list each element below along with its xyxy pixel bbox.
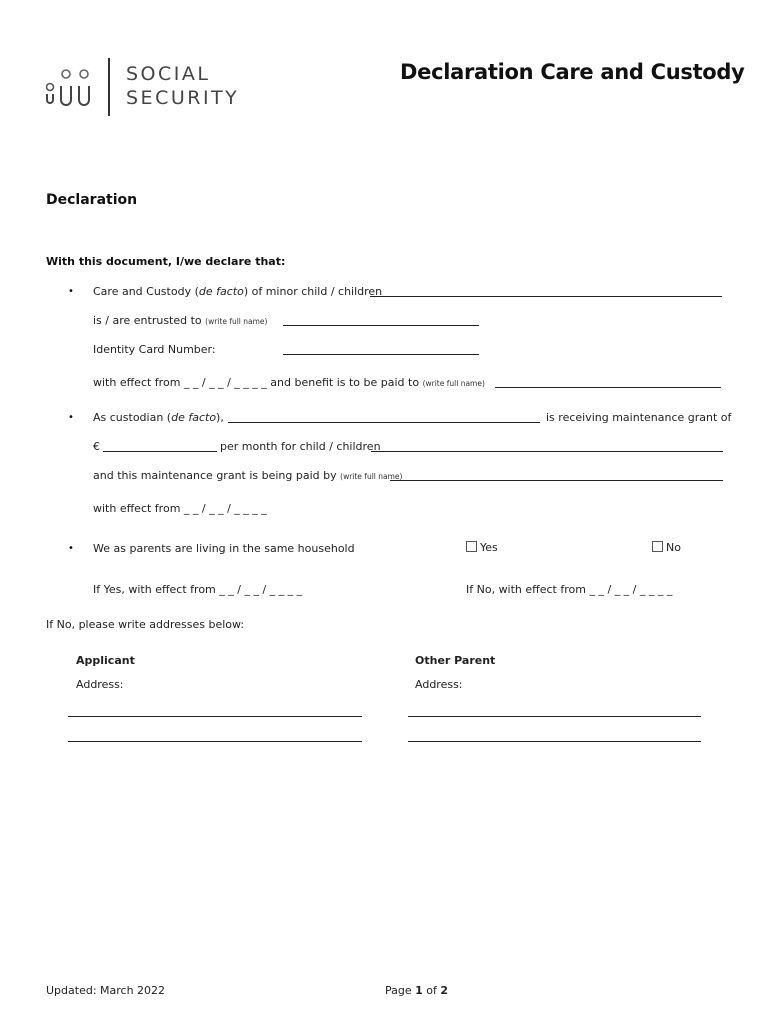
applicant-address-label: Address: [76, 678, 124, 691]
custodian-name-field[interactable] [228, 422, 540, 423]
yes-checkbox[interactable] [466, 541, 477, 552]
effect-from-label-2: with effect from _ _ / _ _ / _ _ _ _ [93, 502, 267, 515]
paid-by-label [93, 469, 402, 482]
other-parent-address-line-2[interactable] [408, 741, 701, 742]
section-heading: Declaration [46, 192, 138, 208]
page-number [385, 984, 448, 997]
care-custody-label [93, 285, 382, 298]
minor-child-field[interactable] [370, 296, 722, 297]
care-custody-pre: Care and Custody ( [93, 285, 199, 298]
page-total: 2 [440, 984, 449, 997]
if-yes-effect-label: If Yes, with effect from _ _ / _ _ / _ _ _ _ [93, 583, 303, 596]
custodian-pre: As custodian ( [93, 411, 172, 424]
applicant-address-line-2[interactable] [68, 741, 362, 742]
care-custody-post: ) of minor child / children [243, 285, 383, 298]
id-card-field[interactable] [283, 354, 479, 355]
entrusted-name-field[interactable] [283, 325, 479, 326]
logo-text [126, 62, 239, 110]
logo-line-1: SOCIAL [126, 63, 211, 85]
page-of: of [426, 984, 437, 997]
receiving-label: is receiving maintenance grant of [546, 411, 732, 424]
page-current: 1 [415, 984, 423, 997]
children-field[interactable] [371, 451, 723, 452]
bullet-2: • [68, 412, 74, 423]
write-full-name-hint: (write full name) [205, 317, 268, 326]
intro-text: With this document, I/we declare that: [46, 255, 286, 268]
payer-name-field[interactable] [390, 480, 723, 481]
care-custody-italic: de facto [198, 285, 244, 298]
entrusted-label [93, 314, 267, 327]
logo-divider [108, 58, 110, 116]
social-security-logo-icon [46, 66, 96, 108]
custodian-post: ), [216, 411, 224, 424]
applicant-heading: Applicant [76, 654, 135, 667]
write-full-name-hint-3: (write full name) [340, 472, 403, 481]
amount-field[interactable] [103, 451, 217, 452]
per-month-label: per month for child / children [220, 440, 381, 453]
other-parent-address-line-1[interactable] [408, 716, 701, 717]
yes-option[interactable] [466, 541, 498, 554]
bullet-3: • [68, 543, 74, 554]
addresses-note: If No, please write addresses below: [46, 618, 245, 631]
entrusted-text: is / are entrusted to [93, 314, 202, 327]
no-label: No [666, 541, 681, 554]
write-full-name-hint-2: (write full name) [422, 379, 485, 388]
if-no-effect-label: If No, with effect from _ _ / _ _ / _ _ _ _ [466, 583, 673, 596]
applicant-address-line-1[interactable] [68, 716, 362, 717]
no-checkbox[interactable] [652, 541, 663, 552]
bullet-1: • [68, 286, 74, 297]
yes-label: Yes [480, 541, 498, 554]
custodian-label [93, 411, 224, 424]
other-parent-address-label: Address: [415, 678, 463, 691]
page-title: Declaration Care and Custody [400, 60, 745, 84]
custodian-italic: de facto [171, 411, 217, 424]
euro-sign: € [93, 440, 100, 453]
benefit-payee-field[interactable] [495, 387, 721, 388]
effect-benefit-label [93, 376, 485, 389]
effect-benefit-text: with effect from _ _ / _ _ / _ _ _ _ and benefit is to be paid to [93, 376, 420, 389]
other-parent-heading: Other Parent [415, 654, 496, 667]
paid-by-text: and this maintenance grant is being paid by [93, 469, 337, 482]
household-label: We as parents are living in the same household [93, 542, 355, 555]
id-card-label: Identity Card Number: [93, 343, 216, 356]
logo-line-2: SECURITY [126, 87, 240, 109]
no-option[interactable] [652, 541, 681, 554]
updated-date: Updated: March 2022 [46, 984, 166, 997]
page-label: Page [385, 984, 412, 997]
